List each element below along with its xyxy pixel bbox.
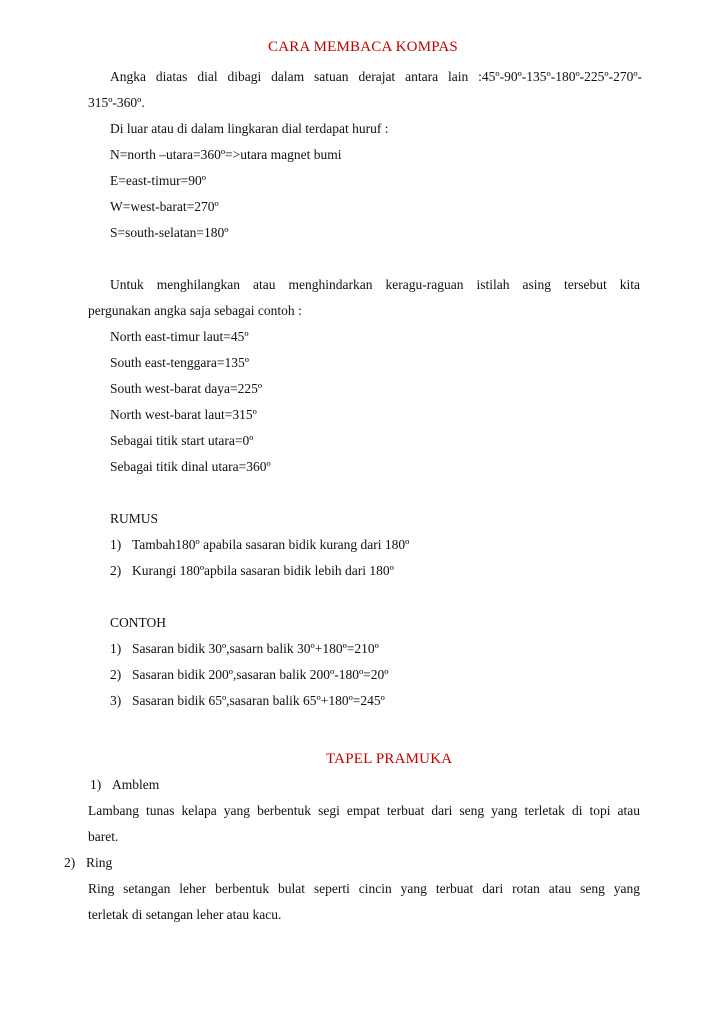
- list-text: Kurangi 180ºapbila sasaran bidik lebih dari 180º: [132, 563, 394, 578]
- list-text: Sasaran bidik 30º,sasarn balik 30º+180º=210º: [132, 641, 379, 656]
- example-item: Sebagai titik start utara=0º: [110, 433, 254, 448]
- contoh-item: [110, 666, 388, 684]
- example-item: North west-barat laut=315º: [110, 407, 257, 422]
- list-number: 1): [90, 777, 102, 792]
- example-item: South east-tenggara=135º: [110, 355, 249, 370]
- list-text: Tambah180º apabila sasaran bidik kurang dari 180º: [132, 537, 410, 552]
- letter-e: E=east-timur=90º: [110, 173, 206, 188]
- list-number: 1): [110, 641, 122, 656]
- example-item: North east-timur laut=45º: [110, 329, 249, 344]
- letter-s: S=south-selatan=180º: [110, 225, 229, 240]
- intro-line-2: 315º-360º.: [88, 95, 145, 110]
- list-number: 2): [64, 855, 76, 870]
- letter-w: W=west-barat=270º: [110, 199, 219, 214]
- tapel-item-2-desc-line-2: terletak di setangan leher atau kacu.: [88, 907, 282, 922]
- page-title: CARA MEMBACA KOMPAS: [268, 39, 458, 55]
- tapel-item-1-desc-line-1: Lambang tunas kelapa yang berbentuk segi empat terbuat dari seng yang terletak di topi atau: [88, 803, 640, 818]
- list-label: Amblem: [112, 777, 160, 792]
- example-item: South west-barat daya=225º: [110, 381, 263, 396]
- tapel-item-1: [90, 776, 159, 794]
- contoh-heading: CONTOH: [110, 615, 167, 630]
- rumus-item: [110, 562, 394, 580]
- example-item: Sebagai titik dinal utara=360º: [110, 459, 271, 474]
- list-text: Sasaran bidik 65º,sasaran balik 65º+180º=245º: [132, 693, 385, 708]
- list-number: 2): [110, 563, 122, 578]
- tapel-item-2: [64, 854, 112, 872]
- list-number: 3): [110, 693, 122, 708]
- para2-line-1: Untuk menghilangkan atau menghindarkan keragu-raguan istilah asing tersebut kita: [110, 277, 640, 292]
- tapel-item-1-desc-line-2: baret.: [88, 829, 119, 844]
- list-number: 1): [110, 537, 122, 552]
- tapel-item-2-desc-line-1: Ring setangan leher berbentuk bulat seperti cincin yang terbuat dari rotan atau seng yang: [88, 881, 640, 896]
- list-label: Ring: [86, 855, 113, 870]
- section-title: TAPEL PRAMUKA: [326, 751, 453, 767]
- list-text: Sasaran bidik 200º,sasaran balik 200º-180º=20º: [132, 667, 389, 682]
- list-number: 2): [110, 667, 122, 682]
- rumus-heading: RUMUS: [110, 511, 159, 526]
- contoh-item: [110, 640, 379, 658]
- letters-intro: Di luar atau di dalam lingkaran dial terdapat huruf :: [110, 121, 389, 136]
- para2-line-2: pergunakan angka saja sebagai contoh :: [88, 303, 302, 318]
- intro-line-1: Angka diatas dial dibagi dalam satuan derajat antara lain :45º-90º-135º-180º-225º-270º-: [110, 69, 642, 84]
- letter-n: N=north –utara=360º=>utara magnet bumi: [110, 147, 342, 162]
- rumus-item: [110, 536, 409, 554]
- contoh-item: [110, 692, 385, 710]
